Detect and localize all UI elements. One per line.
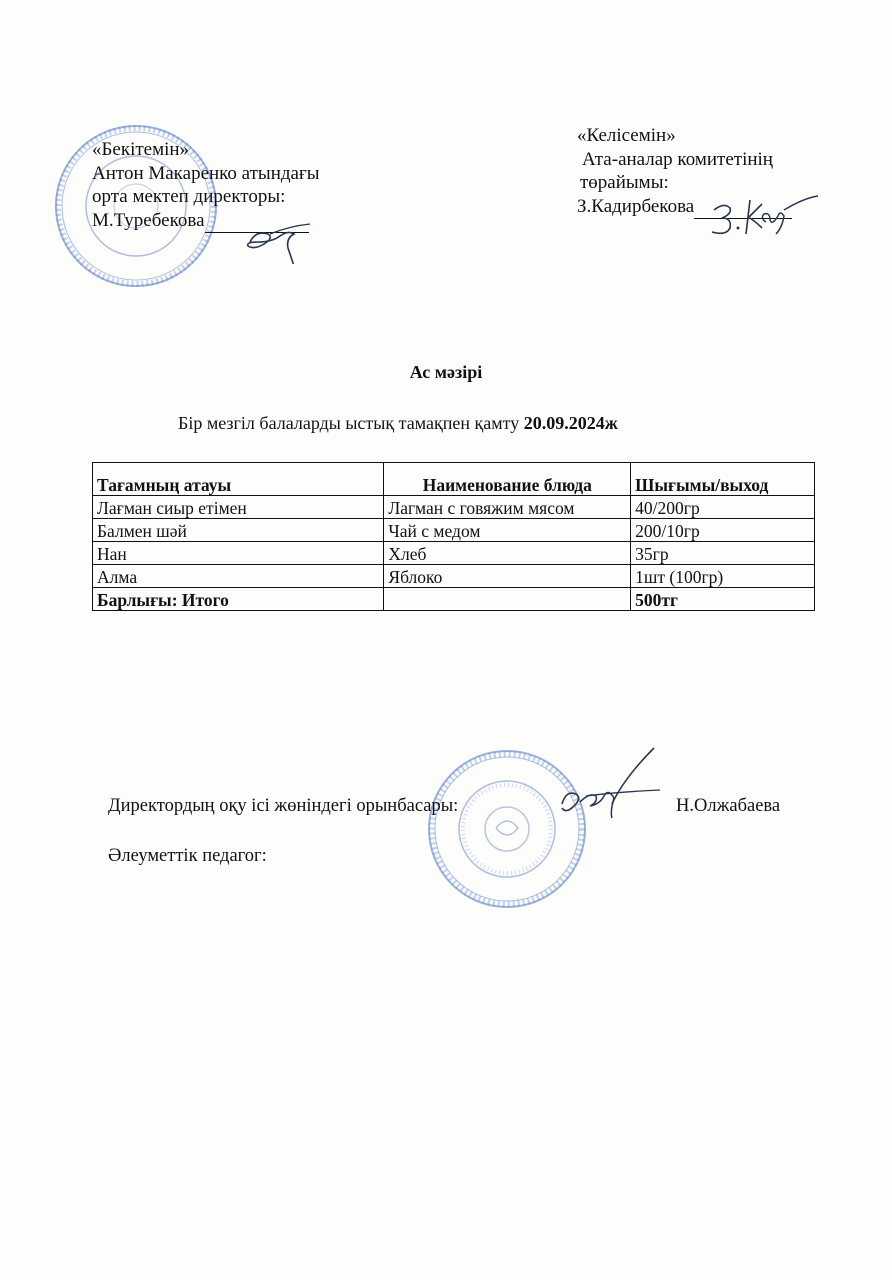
agree-heading: «Келісемін» [577, 125, 676, 146]
approve-heading: «Бекітемін» [92, 139, 190, 160]
table-total-row [93, 588, 815, 611]
table-row [93, 496, 815, 519]
agree-position: төрайымы: [580, 172, 669, 193]
agree-committee: Ата-аналар комитетінің [582, 148, 773, 170]
dish-kazakh: Балмен шәй [93, 519, 384, 542]
director-signature [240, 212, 320, 264]
dish-russian: Яблоко [384, 565, 631, 588]
committee-signature [708, 190, 824, 244]
document-subtitle [178, 413, 618, 434]
dish-kazakh: Лағман сиыр етімен [93, 496, 384, 519]
total-empty [384, 588, 631, 611]
header-russian-name: Наименование блюда [384, 463, 631, 496]
subtitle-text: Бір мезгіл балаларды ыстық тамақпен қамту [178, 413, 520, 433]
agree-name: З.Кадирбекова [577, 195, 695, 217]
dish-portion: 1шт (100гр) [631, 565, 815, 588]
table-row [93, 519, 815, 542]
menu-table [92, 462, 815, 611]
table-row [93, 565, 815, 588]
deputy-name: Н.Олжабаева [676, 796, 781, 816]
social-pedagogue-label: Әлеуметтік педагог: [108, 846, 267, 866]
subtitle-date: 20.09.2024ж [523, 413, 618, 433]
dish-portion: 200/10гр [631, 519, 815, 542]
approve-school: Антон Макаренко атындағы [92, 162, 320, 184]
total-value: 500тг [631, 588, 815, 611]
dish-kazakh: Алма [93, 565, 384, 588]
document-title: Ас мәзірі [409, 362, 483, 382]
deputy-label: Директордың оқу ісі жөніндегі орынбасары: [108, 796, 459, 816]
table-header-row [93, 463, 815, 496]
approve-position: орта мектеп директоры: [92, 186, 286, 207]
total-label: Барлығы: Итого [93, 588, 384, 611]
dish-kazakh: Нан [93, 542, 384, 565]
approve-name: М.Туребекова [92, 209, 205, 231]
dish-russian: Чай с медом [384, 519, 631, 542]
dish-russian: Хлеб [384, 542, 631, 565]
dish-russian: Лагман с говяжим мясом [384, 496, 631, 519]
header-kazakh-name: Тағамның атауы [93, 463, 384, 496]
deputy-signature [556, 746, 664, 832]
header-portion: Шығымы/выход [631, 463, 815, 496]
table-row [93, 542, 815, 565]
dish-portion: 40/200гр [631, 496, 815, 519]
dish-portion: 35гр [631, 542, 815, 565]
